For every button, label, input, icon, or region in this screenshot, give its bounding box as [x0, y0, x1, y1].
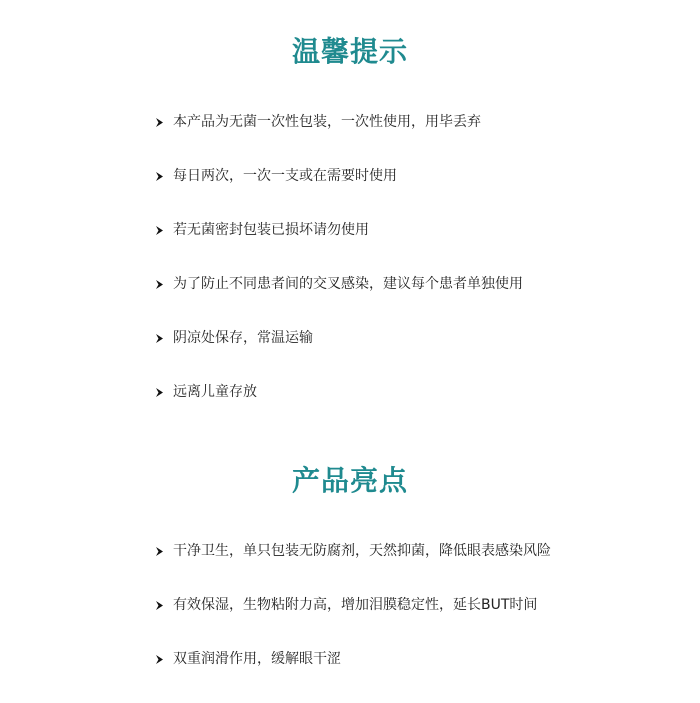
notice-item-text: 阴凉处保存，常温运输	[173, 330, 313, 346]
feature-item-text: 双重润滑作用，缓解眼干涩	[173, 651, 341, 667]
arrow-right-icon	[154, 166, 166, 186]
list-item	[154, 328, 523, 382]
list-item	[154, 112, 523, 166]
list-item	[154, 649, 551, 703]
notice-item-text: 本产品为无菌一次性包装，一次性使用，用毕丢弃	[173, 114, 481, 130]
notice-item-text: 每日两次，一次一支或在需要时使用	[173, 168, 397, 184]
arrow-right-icon	[154, 220, 166, 240]
list-item	[154, 274, 523, 328]
notice-item-text: 为了防止不同患者间的交叉感染，建议每个患者单独使用	[173, 276, 523, 292]
list-item	[154, 595, 551, 649]
arrow-right-icon	[154, 274, 166, 294]
notice-list	[154, 112, 523, 436]
list-item	[154, 382, 523, 436]
notice-title: 温馨提示	[291, 35, 408, 68]
arrow-right-icon	[154, 649, 166, 669]
feature-item-text: 干净卫生，单只包装无防腐剂，天然抑菌，降低眼表感染风险	[173, 543, 551, 559]
arrow-right-icon	[154, 382, 166, 402]
arrow-right-icon	[154, 541, 166, 561]
notice-item-text: 若无菌密封包装已损坏请勿使用	[173, 222, 369, 238]
features-title: 产品亮点	[291, 464, 408, 497]
list-item	[154, 220, 523, 274]
arrow-right-icon	[154, 112, 166, 132]
feature-item-text: 有效保湿，生物粘附力高，增加泪膜稳定性，延长BUT时间	[173, 597, 538, 613]
arrow-right-icon	[154, 595, 166, 615]
notice-item-text: 远离儿童存放	[173, 384, 257, 400]
list-item	[154, 541, 551, 595]
arrow-right-icon	[154, 328, 166, 348]
features-list	[154, 541, 551, 703]
list-item	[154, 166, 523, 220]
